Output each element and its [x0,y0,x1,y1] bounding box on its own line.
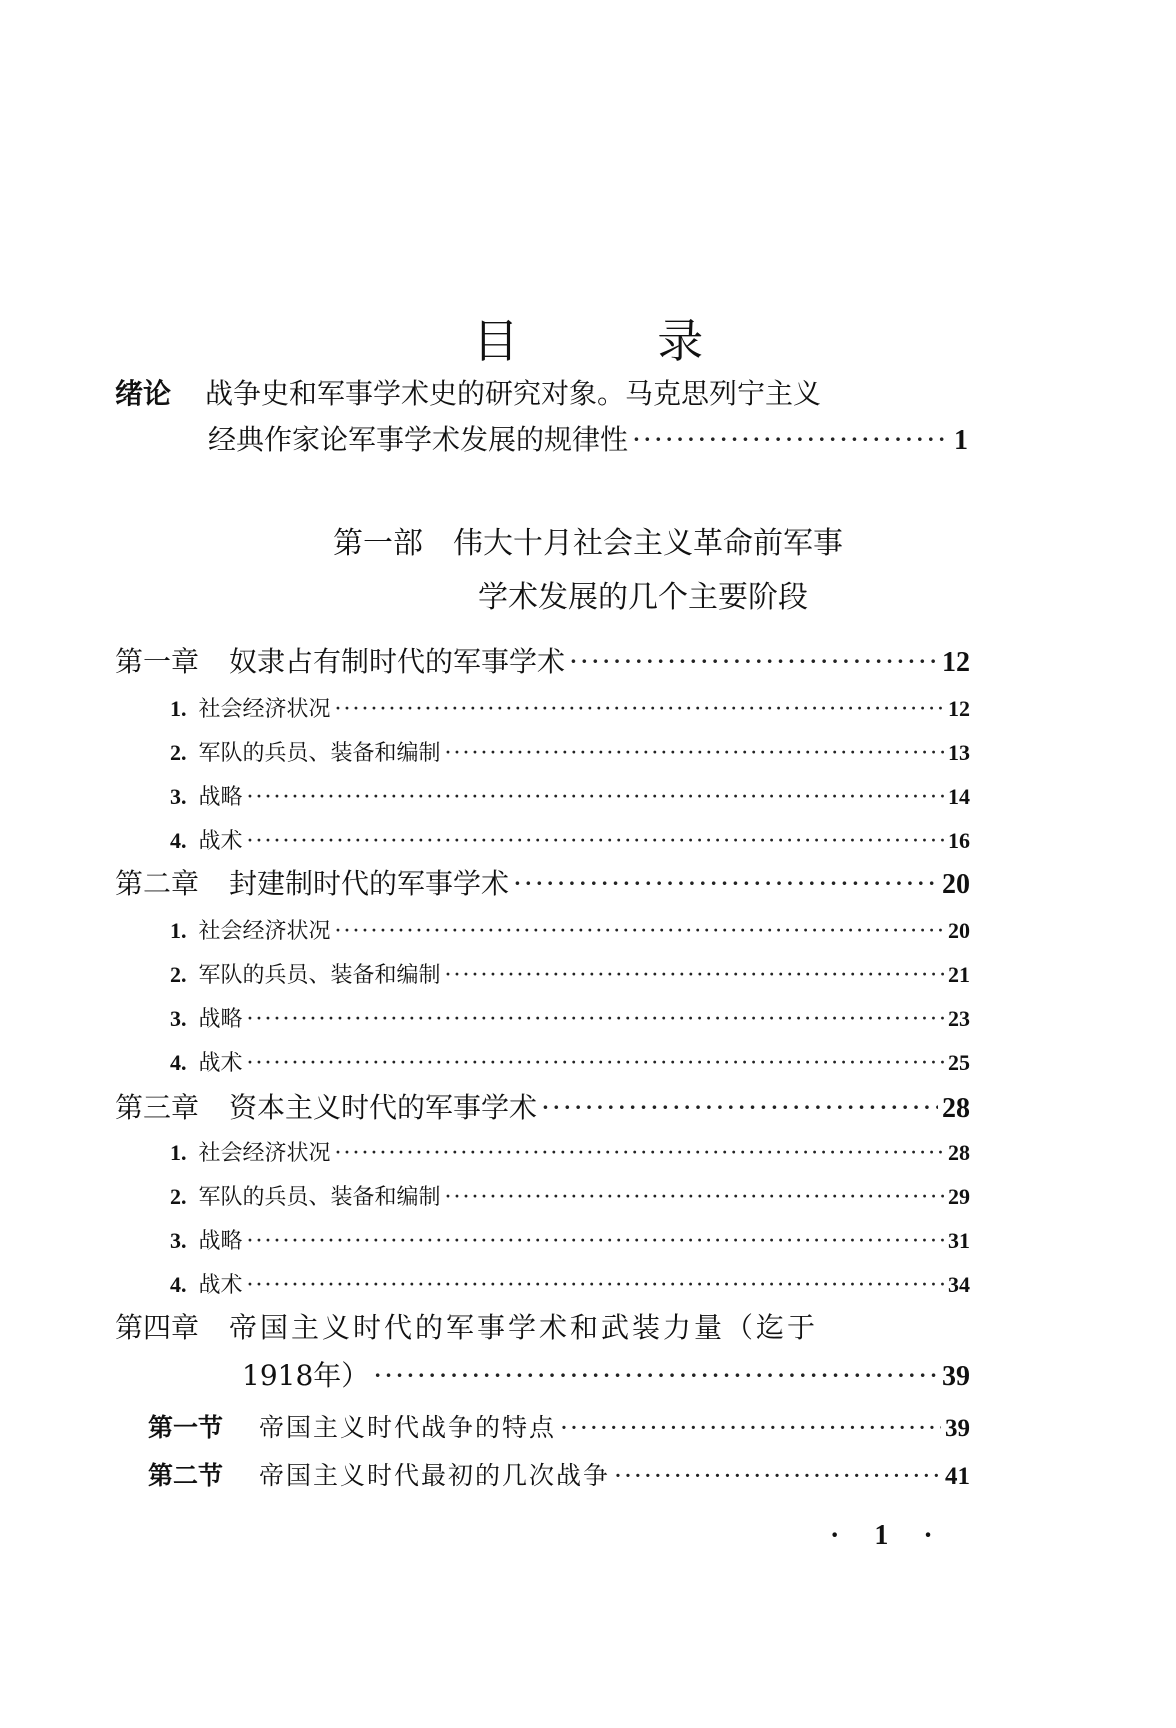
section-page: 13 [948,740,970,765]
section-number: 4. [170,1272,187,1297]
section-page: 25 [948,1050,970,1075]
section-number: 2. [170,962,187,987]
section-entry[interactable] [170,958,970,989]
section-title: 社会经济状况 [198,1141,331,1166]
section-number: 2. [170,740,187,765]
section-number: 1. [170,918,187,943]
chapter-label: 第一章 [115,645,200,678]
section-page: 31 [948,1228,970,1253]
page-title: 目 录 [472,314,766,368]
section-page: 21 [948,962,970,987]
chapter-label: 第四章 [115,1311,200,1344]
section-number: 4. [170,828,187,853]
chapter-title: 资本主义时代的军事学术 [229,1091,538,1124]
chapter-title: 封建制时代的军事学术 [229,867,510,900]
page-number: · 1 · [830,1520,947,1551]
chapter-title-line-2: 1918年） [242,1359,370,1392]
leader-dots [247,1007,944,1032]
leader-dots [513,867,938,900]
intro-line-2[interactable] [208,418,968,458]
subsection-page: 39 [945,1415,970,1442]
section-page: 28 [948,1140,970,1165]
section-page: 23 [948,1006,970,1031]
chapter-4-entry-line-1[interactable] [115,1306,1015,1346]
leader-dots [632,423,950,456]
chapter-page: 39 [942,1361,970,1392]
leader-dots [569,645,938,678]
subsection-entry[interactable] [148,1456,970,1492]
intro-title-line-2: 经典作家论军事学术发展的规律性 [208,423,629,456]
section-page: 29 [948,1184,970,1209]
leader-dots [560,1413,941,1442]
intro-label: 绪论 [115,377,172,410]
chapter-page: 28 [942,1093,970,1124]
leader-dots [247,1273,944,1298]
subsection-label: 第一节 [148,1413,224,1442]
section-entry[interactable] [170,1224,970,1255]
leader-dots [373,1359,938,1392]
section-number: 3. [170,1006,187,1031]
section-entry[interactable] [170,914,970,945]
section-entry[interactable] [170,1180,970,1211]
section-number: 3. [170,1228,187,1253]
subsection-label: 第二节 [148,1461,224,1490]
chapter-page: 20 [942,869,970,900]
section-title: 军队的兵员、装备和编制 [198,963,441,988]
chapter-label: 第三章 [115,1091,200,1124]
section-title: 战略 [198,1229,243,1254]
chapter-4-entry-line-2[interactable] [242,1354,970,1394]
section-page: 34 [948,1272,970,1297]
chapter-title: 奴隶占有制时代的军事学术 [229,645,566,678]
leader-dots [335,1141,944,1166]
section-number: 4. [170,1050,187,1075]
chapter-3-entry[interactable] [115,1086,970,1126]
leader-dots [445,1185,944,1210]
leader-dots [247,1229,944,1254]
intro-title-line-1: 战争史和军事学术史的研究对象。马克思列宁主义 [205,377,822,410]
leader-dots [335,697,944,722]
section-title: 战术 [198,829,243,854]
section-entry[interactable] [170,1136,970,1167]
chapter-label: 第二章 [115,867,200,900]
section-title: 社会经济状况 [198,919,331,944]
section-entry[interactable] [170,1046,970,1077]
leader-dots [541,1091,938,1124]
section-entry[interactable] [170,1268,970,1299]
chapter-2-entry[interactable] [115,862,970,902]
section-entry[interactable] [170,1002,970,1033]
subsection-title: 帝国主义时代最初的几次战争 [259,1461,611,1490]
leader-dots [445,741,944,766]
leader-dots [247,829,944,854]
section-title: 军队的兵员、装备和编制 [198,741,441,766]
leader-dots [445,963,944,988]
chapter-1-entry[interactable] [115,640,970,680]
section-number: 3. [170,784,187,809]
chapter-title-line-1: 帝国主义时代的军事学术和武装力量（迄于 [229,1311,819,1344]
section-page: 12 [948,696,970,721]
subsection-title: 帝国主义时代战争的特点 [259,1413,557,1442]
section-entry[interactable] [170,692,970,723]
section-entry[interactable] [170,824,970,855]
section-number: 1. [170,1140,187,1165]
section-entry[interactable] [170,780,970,811]
leader-dots [335,919,944,944]
subsection-page: 41 [945,1463,970,1490]
part-1-heading-line-1: 第一部 伟大十月社会主义革命前军事 [333,526,843,561]
section-title: 战术 [198,1051,243,1076]
leader-dots [247,1051,944,1076]
section-title: 战略 [198,1007,243,1032]
section-title: 战术 [198,1273,243,1298]
section-entry[interactable] [170,736,970,767]
subsection-entry[interactable] [148,1408,970,1444]
section-page: 16 [948,828,970,853]
section-title: 社会经济状况 [198,697,331,722]
section-number: 2. [170,1184,187,1209]
section-title: 战略 [198,785,243,810]
section-page: 14 [948,784,970,809]
chapter-page: 12 [942,647,970,678]
section-page: 20 [948,918,970,943]
section-title: 军队的兵员、装备和编制 [198,1185,441,1210]
intro-line-1 [115,372,995,412]
intro-page: 1 [954,425,968,456]
leader-dots [614,1461,941,1490]
part-1-heading-line-2: 学术发展的几个主要阶段 [478,580,808,615]
section-number: 1. [170,696,187,721]
leader-dots [247,785,944,810]
